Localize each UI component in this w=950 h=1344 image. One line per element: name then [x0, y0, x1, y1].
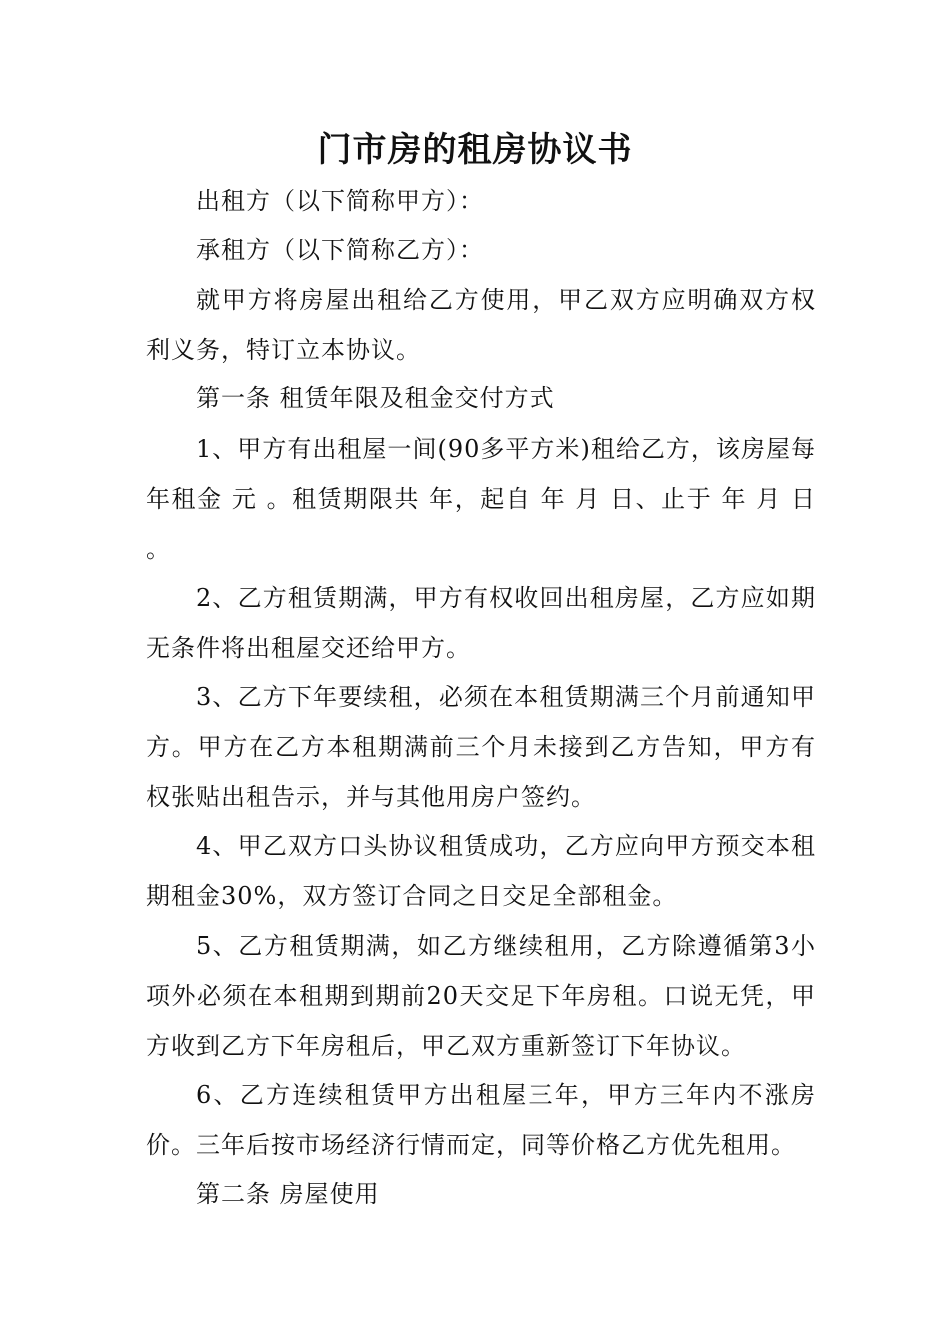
- clause-4: 4、甲乙双方口头协议租赁成功，乙方应向甲方预交本租期租金30%，双方签订合同之日交足全部租金。: [146, 832, 816, 910]
- clause-1: 1、甲方有出租屋一间(90多平方米)租给乙方，该房屋每年租金 元 。租赁期限共 年，起自 年 月 日、止于 年 月 日 。: [146, 435, 816, 563]
- article-two-heading: 第二条 房屋使用: [196, 1180, 380, 1208]
- clause-3: 3、乙方下年要续租，必须在本租赁期满三个月前通知甲方。甲方在乙方本租期满前三个月未接到乙方告知，甲方有权张贴出租告示，并与其他用房户签约。: [146, 683, 816, 811]
- clause-5: 5、乙方租赁期满，如乙方继续租用，乙方除遵循第3小项外必须在本租期到期前20天交足下年房租。口说无凭，甲方收到乙方下年房租后，甲乙双方重新签订下年协议。: [146, 932, 816, 1060]
- clause-6: 6、乙方连续租赁甲方出租屋三年，甲方三年内不涨房价。三年后按市场经济行情而定，同等价格乙方优先租用。: [146, 1081, 816, 1159]
- preamble-paragraph: 就甲方将房屋出租给乙方使用，甲乙双方应明确双方权利义务，特订立本协议。: [146, 286, 816, 364]
- lessor-line: 出租方（以下简称甲方）：: [196, 187, 484, 215]
- document-title: 门市房的租房协议书: [317, 130, 633, 170]
- article-one-heading: 第一条 租赁年限及租金交付方式: [196, 384, 555, 412]
- lessee-line: 承租方（以下简称乙方）：: [196, 236, 484, 264]
- clause-2: 2、乙方租赁期满，甲方有权收回出租房屋，乙方应如期无条件将出租屋交还给甲方。: [146, 584, 816, 662]
